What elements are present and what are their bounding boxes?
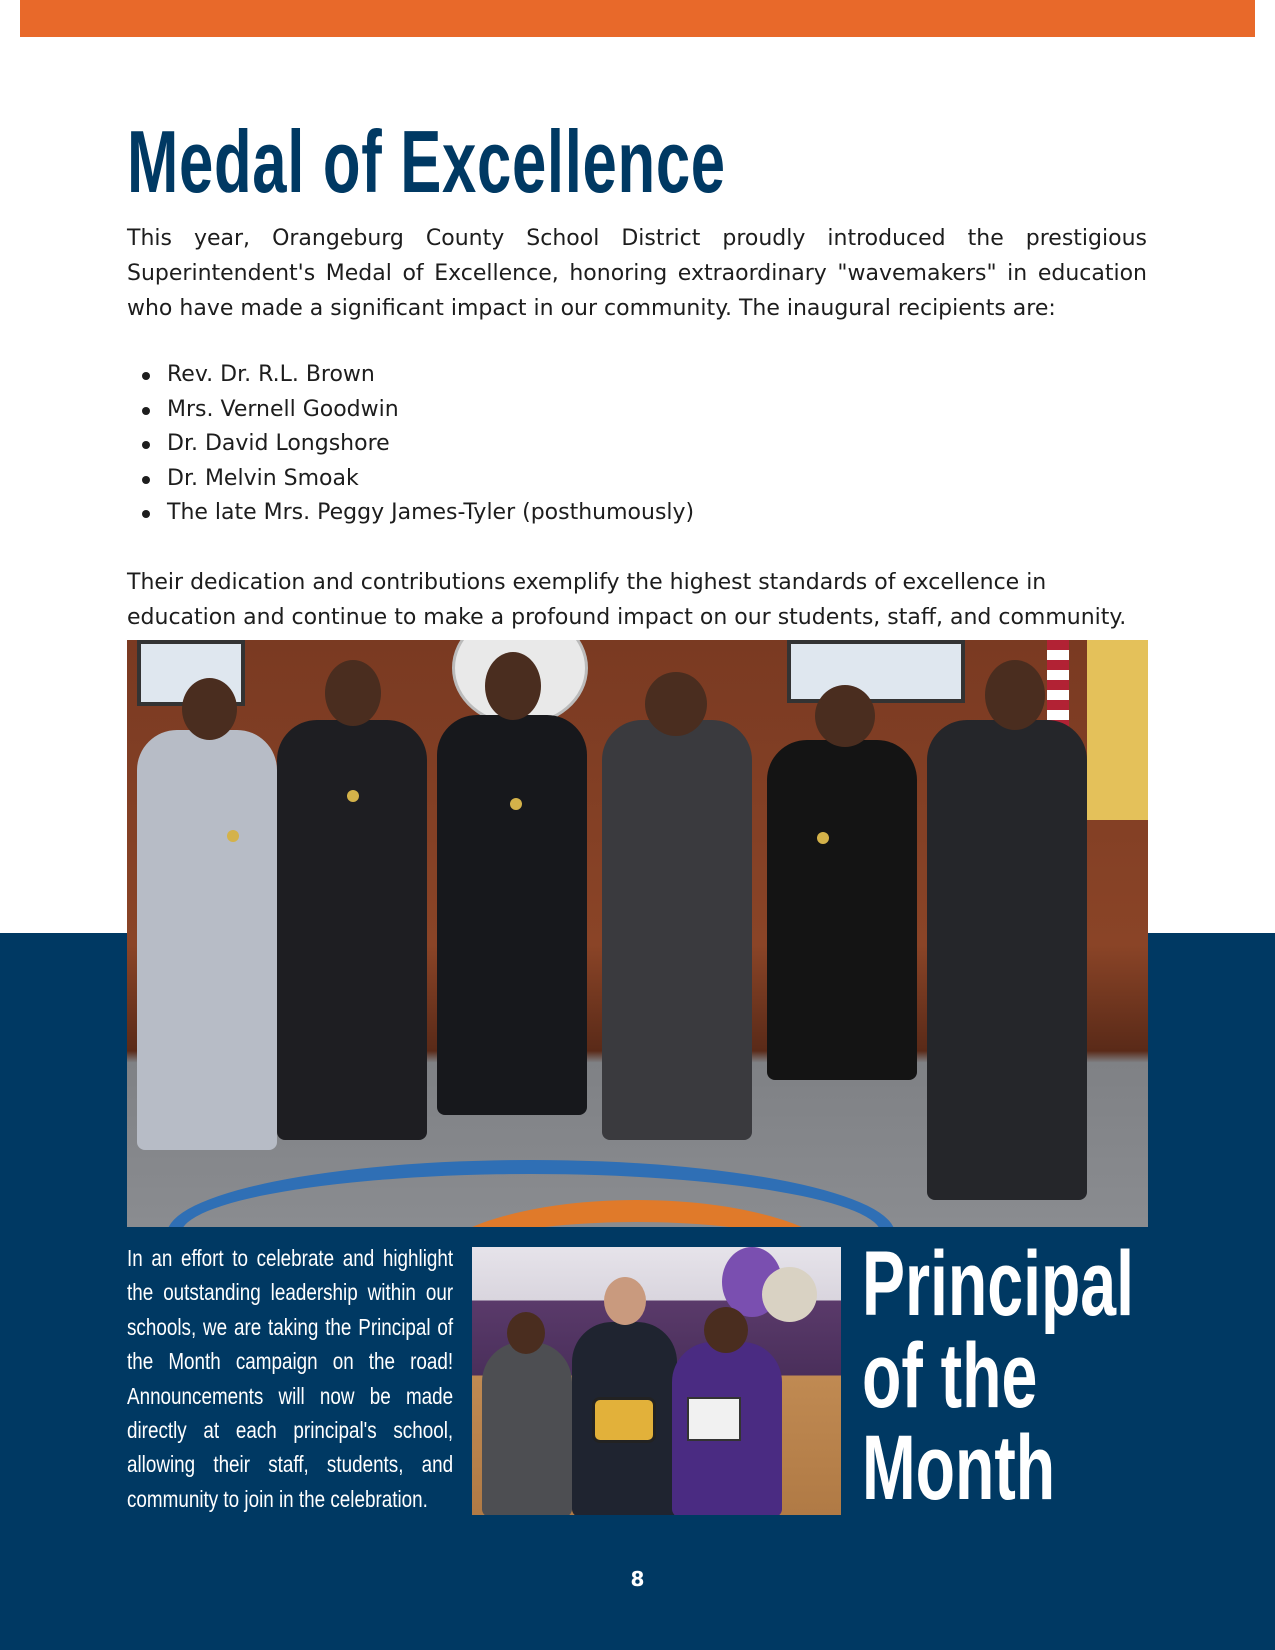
top-accent-bar: [20, 0, 1255, 37]
championship-belt: [592, 1397, 656, 1443]
list-item: Mrs. Vernell Goodwin: [167, 393, 1067, 428]
person: [767, 740, 917, 1080]
intro-paragraph: This year, Orangeburg County School District proudly introduced the prestigious Superintendent's Medal of Excellence, honoring extraordinary "wavemakers" in education who have made a significant impact in our community. The inaugural recipients are:: [127, 226, 1147, 321]
page-title: Medal of Excellence: [127, 112, 726, 211]
person: [482, 1342, 572, 1515]
person: [277, 720, 427, 1140]
medal: [510, 798, 522, 810]
medal: [227, 830, 239, 842]
person-head: [507, 1312, 545, 1354]
person: [437, 715, 587, 1115]
certificate: [687, 1397, 741, 1441]
person-head: [645, 672, 707, 736]
principal-of-month-heading: [862, 1233, 1135, 1519]
recipients-list: [127, 358, 1067, 531]
principal-of-month-description: In an effort to celebrate and highlight the outstanding leadership within our schools, we are taking the Principal of the Month campaign on the road! Announcements will now be made directly at each principal's school, allowing their staff, students, and community to join in the celebration.: [127, 1245, 454, 1512]
wall-panel: [1087, 640, 1148, 820]
medal: [817, 832, 829, 844]
person-head: [815, 685, 875, 747]
list-item: Dr. Melvin Smoak: [167, 462, 1067, 497]
person: [927, 720, 1087, 1200]
person-head: [325, 660, 381, 726]
principal-of-month-photo: [472, 1247, 841, 1515]
balloon: [762, 1267, 817, 1322]
person-head: [704, 1307, 748, 1353]
person-head: [485, 652, 541, 720]
medal-recipients-photo: [127, 640, 1148, 1227]
list-item: Dr. David Longshore: [167, 427, 1067, 462]
person-head: [985, 660, 1045, 730]
medal: [347, 790, 359, 802]
closing-paragraph: Their dedication and contributions exemplify the highest standards of excellence in education and continue to make a profound impact on our students, staff, and community.: [127, 570, 1127, 630]
list-item: Rev. Dr. R.L. Brown: [167, 358, 1067, 393]
person-head: [182, 678, 237, 740]
page-number: 8: [630, 1567, 645, 1591]
heading-line: of the: [862, 1325, 1038, 1427]
list-item: The late Mrs. Peggy James-Tyler (posthumously): [167, 496, 1067, 531]
heading-line: Principal: [862, 1233, 1135, 1335]
heading-line: Month: [862, 1417, 1056, 1519]
person: [602, 720, 752, 1140]
wall-screen: [787, 640, 965, 703]
person-head: [604, 1277, 646, 1325]
person: [137, 730, 277, 1150]
